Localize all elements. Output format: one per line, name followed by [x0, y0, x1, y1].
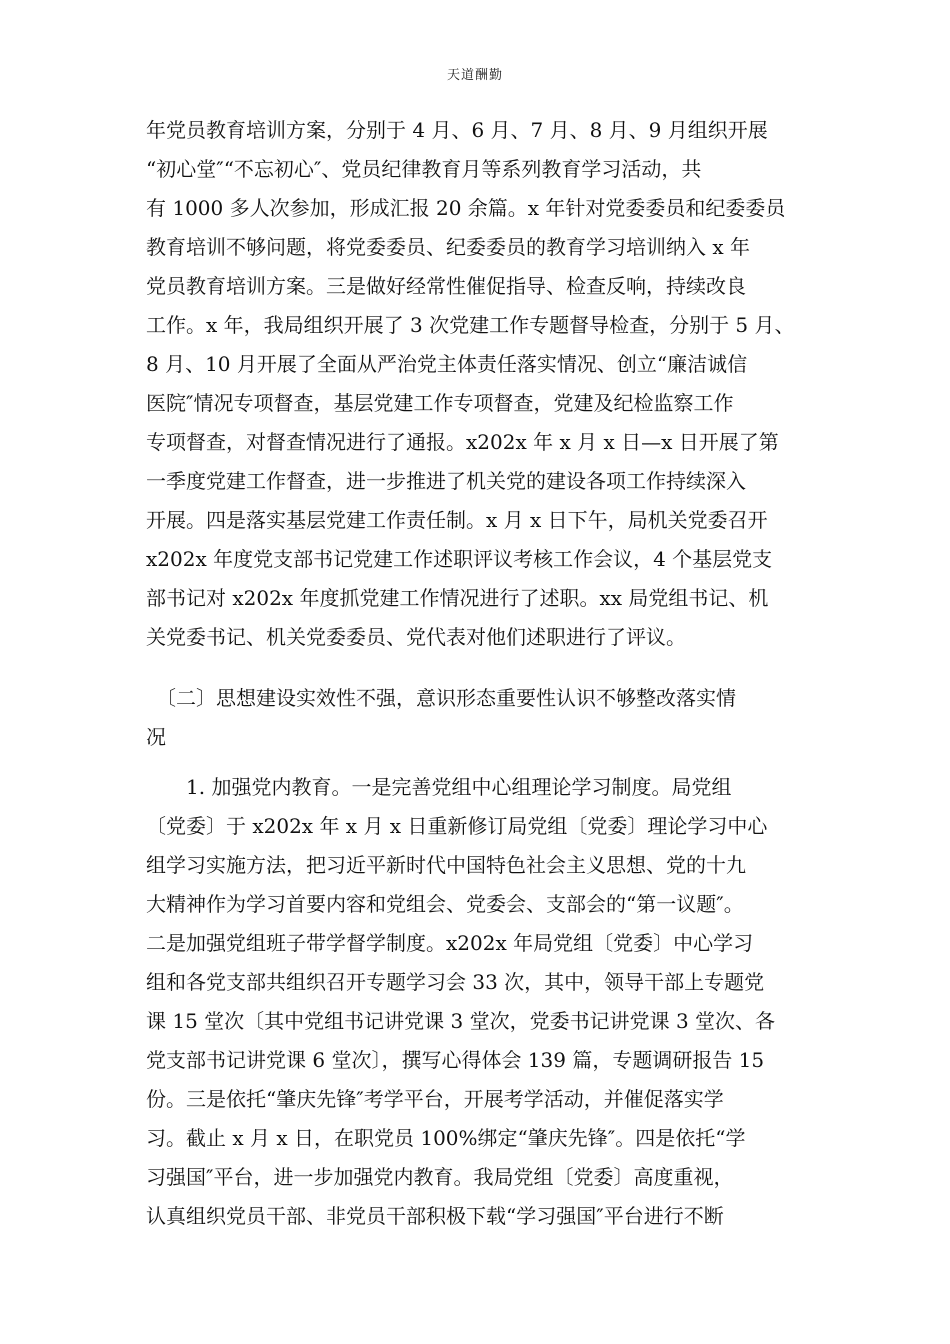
text-line: 工作。x 年，我局组织开展了 3 次党建工作专题督导检查，分别于 5 月、	[146, 313, 795, 337]
text-line: 教育培训不够问题，将党委委员、纪委委员的教育学习培训纳入 x 年	[146, 235, 750, 259]
text-line: 1. 加强党内教育。一是完善党组中心组理论学习制度。局党组	[146, 775, 732, 799]
text-line: 习。截止 x 月 x 日，在职党员 100%绑定“肇庆先锋″。四是依托“学	[146, 1126, 746, 1150]
text-line: 一季度党建工作督查，进一步推进了机关党的建设各项工作持续深入	[146, 469, 746, 493]
text-line: 习强国″平台，进一步加强党内教育。我局党组〔党委〕高度重视，	[146, 1165, 734, 1189]
text-line: 党员教育培训方案。三是做好经常性催促指导、检查反响，持续改良	[146, 274, 746, 298]
text-line: 大精神作为学习首要内容和党组会、党委会、支部会的“第一议题″。	[146, 892, 744, 916]
page-header: 天道酬勤	[446, 68, 503, 83]
text-line: 课 15 堂次〔其中党组书记讲党课 3 堂次，党委书记讲党课 3 堂次、各	[146, 1009, 776, 1033]
text-line: 组和各党支部共组织召开专题学习会 33 次，其中，领导干部上专题党	[146, 970, 765, 994]
text-line: 8 月、10 月开展了全面从严治党主体责任落实情况、创立“廉洁诚信	[146, 352, 748, 376]
text-line: 认真组织党员干部、非党员干部积极下载“学习强国″平台进行不断	[146, 1204, 724, 1228]
paragraph-3	[146, 768, 806, 1236]
text-line: 专项督查，对督查情况进行了通报。x202x 年 x 月 x 日—x 日开展了第	[146, 430, 779, 454]
text-line: 开展。四是落实基层党建工作责任制。x 月 x 日下午，局机关党委召开	[146, 508, 768, 532]
text-line: “初心堂″“不忘初心″、党员纪律教育月等系列教育学习活动，共	[146, 157, 702, 181]
text-line: 组学习实施方法，把习近平新时代中国特色社会主义思想、党的十九	[146, 853, 746, 877]
paragraph-1	[146, 111, 806, 657]
text-line: 〔二〕思想建设实效性不强，意识形态重要性认识不够整改落实情	[146, 686, 736, 710]
text-line: 关党委书记、机关党委委员、党代表对他们述职进行了评议。	[146, 625, 686, 649]
text-line: 〔党委〕于 x202x 年 x 月 x 日重新修订局党组〔党委〕理论学习中心	[146, 814, 768, 838]
text-line: 二是加强党组班子带学督学制度。x202x 年局党组〔党委〕中心学习	[146, 931, 754, 955]
text-line: 年党员教育培训方案，分别于 4 月、6 月、7 月、8 月、9 月组织开展	[146, 118, 768, 142]
text-line: x202x 年度党支部书记党建工作述职评议考核工作会议，4 个基层党支	[146, 547, 773, 571]
text-line: 份。三是依托“肇庆先锋″考学平台，开展考学活动，并催促落实学	[146, 1087, 724, 1111]
text-line: 有 1000 多人次参加，形成汇报 20 余篇。x 年针对党委委员和纪委委员	[146, 196, 786, 220]
section-heading	[146, 679, 806, 757]
text-line: 部书记对 x202x 年度抓党建工作情况进行了述职。xx 局党组书记、机	[146, 586, 769, 610]
text-line: 况	[146, 725, 166, 749]
text-line: 医院″情况专项督查，基层党建工作专项督查，党建及纪检监察工作	[146, 391, 734, 415]
text-line: 党支部书记讲党课 6 堂次〕，撰写心得体会 139 篇，专题调研报告 15	[146, 1048, 765, 1072]
